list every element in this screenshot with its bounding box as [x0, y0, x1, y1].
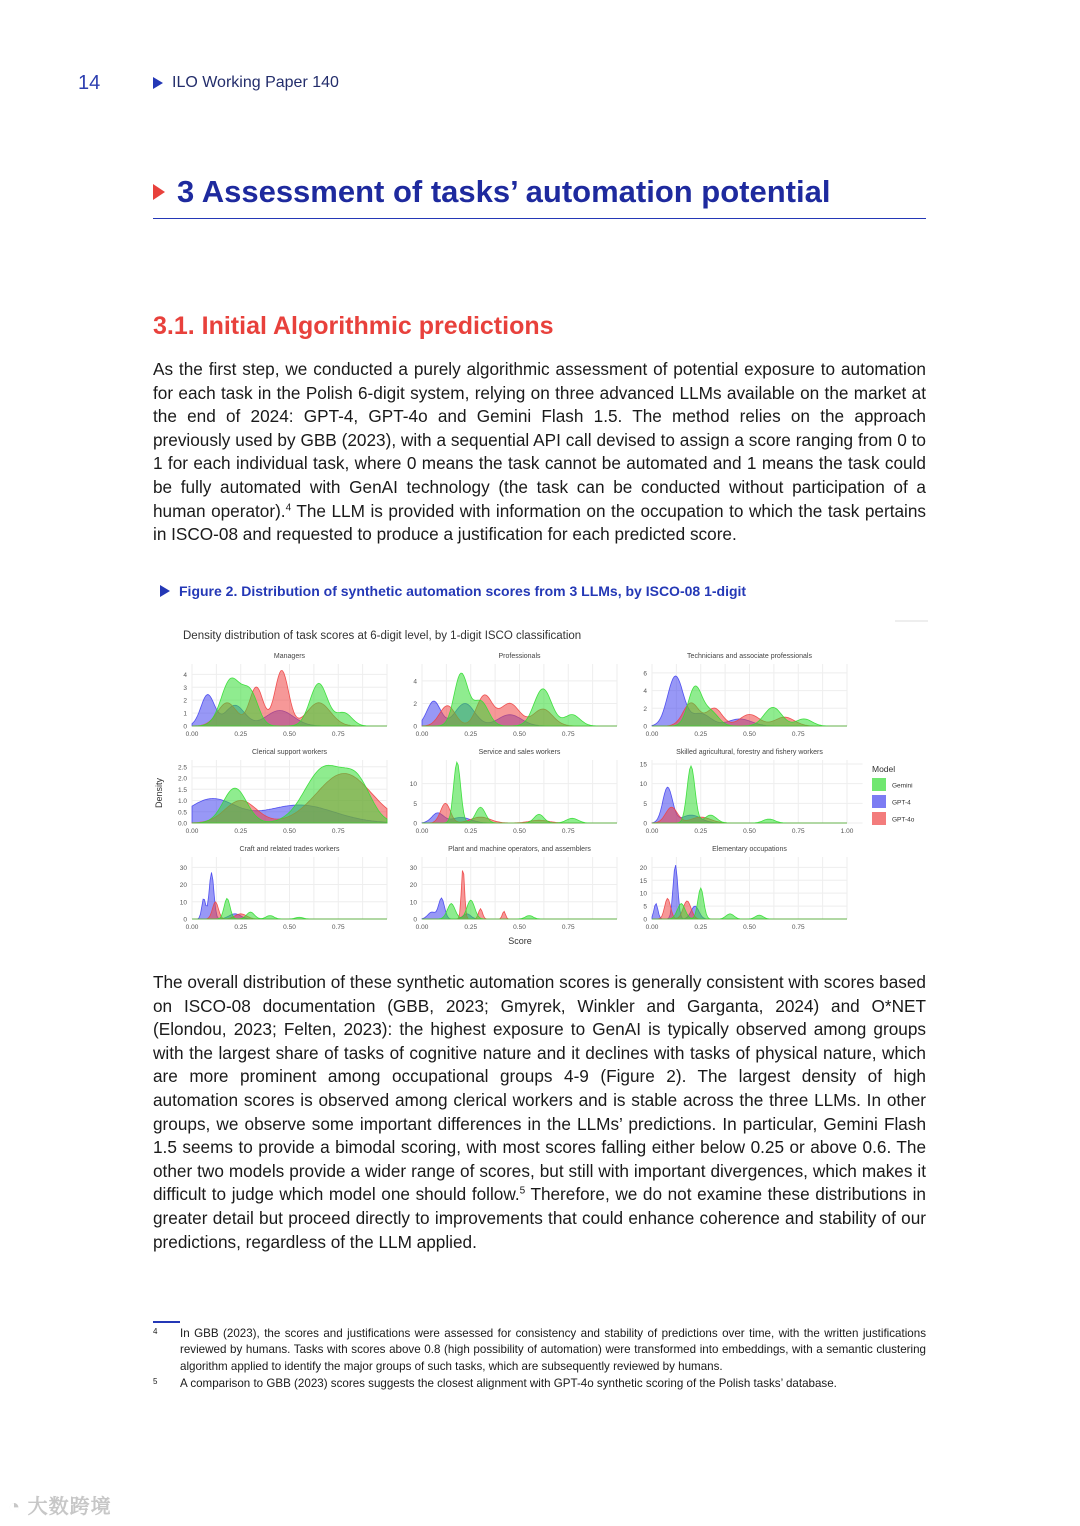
y-tick-label: 4 [643, 688, 647, 696]
x-tick-label: 0.00 [645, 828, 659, 835]
x-tick-label: 0.50 [513, 731, 526, 738]
x-tick-label: 0.75 [561, 731, 575, 738]
panel-title: Service and sales workers [478, 749, 561, 756]
section-title-text: 3 Assessment of tasks’ automation potential [177, 174, 831, 209]
x-tick-label: 0.50 [743, 828, 756, 835]
x-tick-label: 0.25 [234, 924, 248, 931]
x-axis-label: Score [508, 936, 532, 946]
y-tick-label: 10 [409, 899, 417, 907]
density-chart [150, 615, 930, 953]
x-tick-label: 0.75 [791, 828, 805, 835]
x-tick-label: 0.25 [694, 924, 708, 931]
x-tick-label: 0.50 [513, 924, 526, 931]
x-tick-label: 0.25 [464, 828, 478, 835]
y-tick-label: 30 [179, 864, 187, 872]
y-tick-label: 1 [183, 710, 187, 718]
y-tick-label: 20 [179, 882, 187, 890]
y-tick-label: 3 [183, 684, 187, 692]
y-tick-label: 10 [639, 890, 647, 898]
panel-title: Skilled agricultural, forestry and fishery workers [676, 749, 823, 756]
y-tick-label: 20 [409, 882, 417, 890]
x-tick-label: 0.75 [561, 828, 575, 835]
x-tick-label: 0.00 [185, 924, 199, 931]
x-tick-label: 0.75 [791, 731, 805, 738]
footnote-ref-5[interactable]: 5 [519, 1185, 526, 1197]
x-tick-label: 0.75 [331, 731, 345, 738]
x-tick-label: 0.75 [331, 828, 345, 835]
running-header-title: ILO Working Paper 140 [172, 74, 339, 91]
y-tick-label: 4 [183, 671, 187, 679]
x-tick-label: 0.25 [694, 731, 708, 738]
x-tick-label: 0.25 [234, 828, 248, 835]
legend-swatch [872, 778, 886, 791]
y-tick-label: 4 [413, 678, 417, 686]
legend-swatch [872, 812, 886, 825]
y-tick-label: 15 [639, 761, 647, 769]
footnote-divider [153, 1321, 180, 1323]
y-axis-label: Density [154, 777, 164, 809]
x-tick-label: 0.50 [283, 828, 296, 835]
y-tick-label: 2.0 [177, 775, 187, 783]
y-tick-label: 0.0 [177, 820, 187, 828]
section-triangle-icon [153, 184, 165, 200]
y-tick-label: 10 [639, 781, 647, 789]
panel-title: Craft and related trades workers [239, 846, 340, 853]
x-tick-label: 0.50 [743, 731, 756, 738]
paragraph-2-text-a: The overall distribution of these synthetic automation scores is generally consistent with scores based on ISCO-08 documentation (GBB, 2023; Gmyrek, Winkler and Garganta, 2024) and O*NET (Elondou, 2023; Felten, 2023): the highest exposure to GenAI is typically observed among groups with the largest share of tasks of cognitive nature and it declines with tasks of physical nature, which are more prominent among occupational groups 4-9 (Figure 2). The largest density of high automation scores is observed among clerical workers and is stable across the three LLMs. In other groups, we observe some important differences in the LLMs’ predictions. In particular, Gemini Flash 1.5 seems to provide a bimodal scoring, with most scores falling either below 0.25 or above 0.6. The other two models provide a wider range of scores, but still with important divergences, which makes it difficult to judge which model one should follow. [153, 972, 926, 1205]
x-tick-label: 1.00 [840, 828, 854, 835]
subsection-title: 3.1. Initial Algorithmic predictions [153, 312, 554, 340]
y-tick-label: 15 [639, 877, 647, 885]
y-tick-label: 0 [413, 820, 417, 828]
chart-title: Density distribution of task scores at 6-digit level, by 1-digit ISCO classification [183, 630, 582, 642]
x-tick-label: 0.00 [415, 828, 429, 835]
watermark-logo: ◔ 大数跨境 [8, 1496, 112, 1518]
y-tick-label: 1.0 [177, 798, 187, 805]
y-tick-label: 0 [183, 916, 187, 924]
y-tick-label: 10 [409, 781, 417, 789]
footnote-text: In GBB (2023), the scores and justifications were assessed for consistency and stability of predictions over time, with the written justifications reviewed by humans. Tasks with scores above 0.8 (high possibility of automation) were transformed into embeddings, with a semantic clustering algorithm applied to identify the major groups of such tasks, which are subsequently reviewed by humans. [180, 1327, 926, 1373]
footnote-5 [153, 1376, 926, 1392]
x-tick-label: 0.25 [234, 731, 248, 738]
y-tick-label: 1.5 [177, 786, 187, 794]
section-title [153, 174, 926, 210]
legend-label: GPT-4 [892, 799, 911, 807]
figure-caption [160, 583, 746, 599]
panel-title: Elementary occupations [712, 846, 787, 853]
y-tick-label: 0 [643, 916, 647, 924]
paragraph-1-text-b: The LLM is provided with information on the occupation to which the task pertains in ISCO-08 and requested to produce a justification for each predicted score. [153, 500, 927, 545]
paragraph-1-text-a: As the first step, we conducted a purely algorithmic assessment of potential exposure to automation for each task in the Polish 6-digit system, relying on three advanced LLMs available on the market at the end of 2024: GPT-4, GPT-4o and Gemini Flash 1.5. The method relies on the approach previously used by GBB (2023), with a sequential API call devised to assign a score ranging from 0 to 1 for each individual task, where 0 means the task cannot be automated and 1 means the task could be fully automated with GenAI technology (the task can be conducted without participation of a human operator). [153, 359, 926, 521]
x-tick-label: 0.25 [694, 828, 708, 835]
caption-triangle-icon [160, 585, 170, 597]
panel-title: Plant and machine operators, and assemblers [448, 846, 591, 853]
paragraph-2-text-b: Therefore, we do not examine these distributions in greater detail but proceed directly to improvements that could enhance coherence and stability of our predictions, regardless of the LLM applied. [153, 1184, 926, 1252]
y-tick-label: 2 [643, 705, 647, 713]
section-divider [153, 218, 926, 219]
x-tick-label: 0.00 [185, 731, 199, 738]
legend-title: Model [872, 764, 896, 774]
x-tick-label: 0.00 [645, 924, 659, 931]
x-tick-label: 0.75 [331, 924, 345, 931]
y-tick-label: 0 [413, 916, 417, 924]
footnote-number: 4 [153, 1327, 158, 1336]
y-tick-label: 30 [409, 864, 417, 872]
x-tick-label: 0.50 [283, 924, 296, 931]
x-tick-label: 0.75 [791, 924, 805, 931]
footnote-number: 5 [153, 1377, 158, 1386]
y-tick-label: 0.5 [177, 809, 187, 817]
footnote-4 [153, 1326, 926, 1375]
y-tick-label: 2.5 [177, 764, 187, 772]
figure-caption-text: Figure 2. Distribution of synthetic automation scores from 3 LLMs, by ISCO-08 1-digit [179, 583, 747, 599]
y-tick-label: 10 [179, 899, 187, 907]
paragraph-1 [153, 358, 926, 547]
x-tick-label: 0.00 [415, 731, 429, 738]
x-tick-label: 0.50 [743, 924, 756, 931]
y-tick-label: 5 [643, 903, 647, 911]
paragraph-2 [153, 971, 926, 1254]
y-tick-label: 2 [183, 697, 187, 705]
legend-label: Gemini [892, 782, 913, 790]
page-number: 14 [78, 72, 101, 94]
x-tick-label: 0.25 [464, 731, 478, 738]
panel-title: Managers [273, 653, 306, 660]
x-tick-label: 0.75 [561, 924, 575, 931]
legend-swatch [872, 795, 886, 808]
x-tick-label: 0.00 [185, 828, 199, 835]
y-tick-label: 5 [413, 800, 417, 808]
x-tick-label: 0.50 [513, 828, 526, 835]
footnote-text: A comparison to GBB (2023) scores suggests the closest alignment with GPT-4o synthetic scoring of the Polish tasks’ database. [180, 1377, 837, 1390]
y-tick-label: 0 [643, 820, 647, 828]
y-tick-label: 2 [413, 700, 417, 708]
legend-label: GPT-4o [892, 816, 915, 824]
running-header [153, 74, 339, 92]
x-tick-label: 0.25 [464, 924, 478, 931]
footnote-ref-4[interactable]: 4 [285, 501, 292, 513]
panel-title: Technicians and associate professionals [687, 653, 812, 660]
header-triangle-icon [153, 77, 163, 89]
y-tick-label: 0 [183, 723, 187, 731]
y-tick-label: 20 [639, 864, 647, 872]
y-tick-label: 6 [643, 670, 647, 678]
panel-title: Professionals [498, 653, 541, 660]
y-tick-label: 5 [643, 800, 647, 808]
x-tick-label: 0.00 [415, 924, 429, 931]
x-tick-label: 0.00 [645, 731, 659, 738]
panel-title: Clerical support workers [251, 749, 328, 756]
y-tick-label: 0 [413, 723, 417, 731]
y-tick-label: 0 [643, 723, 647, 731]
x-tick-label: 0.50 [283, 731, 296, 738]
